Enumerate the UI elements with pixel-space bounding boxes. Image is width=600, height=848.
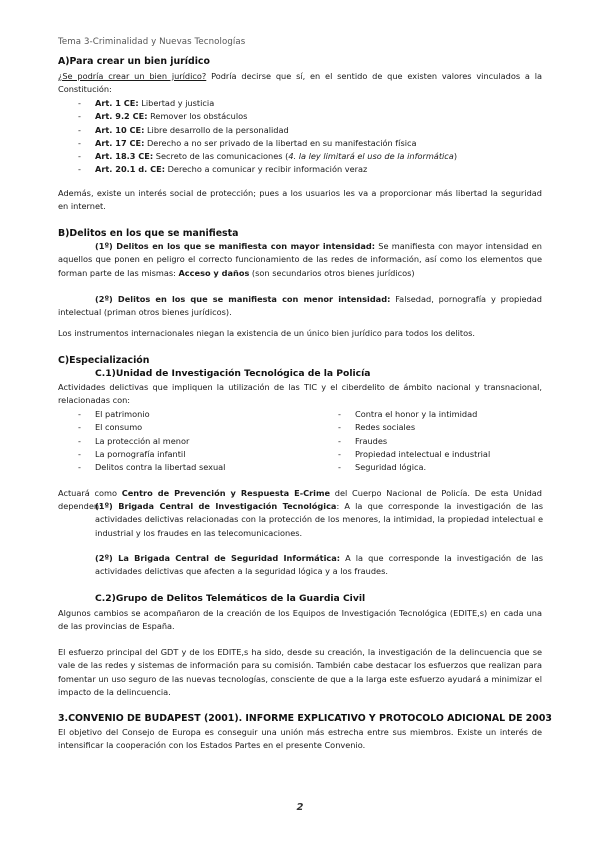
list-item: - Propiedad intelectual e industrial [338,448,490,461]
list-item: - Delitos contra la libertad sexual [78,461,225,474]
constitution-articles-list [78,97,457,177]
list-item: - Fraudes [338,435,490,448]
section-b-paragraph-1: (1º) Delitos en los que se manifiesta con mayor intensidad: Se manifiesta con mayor intensidad en aquellos que ponen en peligro el correcto funcionamiento de las redes de información, así como los elementos que forman parte de las mismas: Acceso y daños (son secundarios otros bienes jurídicos) [58,241,542,278]
list-item: - Redes sociales [338,421,490,434]
c1-heading: C.1)Unidad de Investigación Tecnológica de la Policía [95,368,371,379]
section-b-paragraph-2: (2º) Delitos en los que se manifiesta con menor intensidad: Falsedad, pornografía y propiedad intelectual (priman otros bienes jurídicos). [58,294,542,318]
activities-list-right [338,408,490,474]
list-item: - La protección al menor [78,435,225,448]
intro-question: ¿Se podría crear un bien jurídico? [58,71,207,81]
list-item: - Seguridad lógica. [338,461,490,474]
activities-list-left [78,408,225,474]
c2-paragraph-1: Algunos cambios se acompañaron de la creación de los Equipos de Investigación Tecnológica (EDITE,s) en cada una de las provincias de España. [58,608,542,632]
c1-acts-as: Actuará como Centro de Prevención y Respuesta E-Crime del Cuerpo Nacional de Policía. De esta Unidad dependen: [58,488,542,512]
section-b-heading: B)Delitos en los que se manifiesta [58,228,239,239]
list-item: - Art. 17 CE: Derecho a no ser privado de la libertad en su manifestación física [78,137,457,150]
section-a-intro [58,70,542,97]
list-item: - Art. 18.3 CE: Secreto de las comunicaciones (4. la ley limitará el uso de la informática) [78,150,457,163]
section-a-heading: A)Para crear un bien jurídico [58,56,210,67]
section-b-closing: Los instrumentos internacionales niegan la existencia de un único bien jurídico para todos los delitos. [58,328,475,338]
list-item: - El consumo [78,421,225,434]
list-item: - Art. 1 CE: Libertad y justicia [78,97,457,110]
page-number: 2 [296,802,304,813]
c2-paragraph-2: El esfuerzo principal del GDT y de los EDITE,s ha sido, desde su creación, la investigación de la delincuencia que se vale de las redes y sistemas de información para su comisión. También cabe destacar los esfuerzos que realizan para fomentar un uso seguro de las nuevas tecnologías, consciente de que a la larga este esfuerzo ayudará a minimizar el impacto de la delincuencia. [58,647,542,698]
section-a-closing: Además, existe un interés social de protección; pues a los usuarios les va a proporcionar más libertad la seguridad en internet. [58,188,542,212]
list-item: - La pornografía infantil [78,448,225,461]
list-item: - Art. 20.1 d. CE: Derecho a comunicar y recibir información veraz [78,163,457,176]
brigade-1: (1º) Brigada Central de Investigación Tecnológica: A la que corresponde la investigación de las actividades delictivas relacionadas con la protección de los menores, la intimidad, la propiedad intelectual e industrial y los fraudes en las telecomunicaciones. [95,501,543,538]
running-header: Tema 3-Criminalidad y Nuevas Tecnologías [58,37,246,47]
c2-heading: C.2)Grupo de Delitos Telemáticos de la Guardia Civil [95,593,366,604]
intro-rest: Podría decirse que sí, en el sentido de que existen valores vinculados a la Constitución: [58,71,543,95]
brigade-2: (2º) La Brigada Central de Seguridad Informática: A la que corresponde la investigación de las actividades delictivas que afecten a la seguridad lógica y a los fraudes. [95,553,543,577]
section-3-paragraph: El objetivo del Consejo de Europa es conseguir una unión más estrecha entre sus miembros. Existe un interés de intensificar la cooperación con los Estados Partes en el presente Convenio. [58,727,542,751]
c1-intro: Actividades delictivas que impliquen la utilización de las TIC y el ciberdelito de ámbito nacional y transnacional, relacionadas con: [58,382,542,406]
list-item: - Art. 10 CE: Libre desarrollo de la personalidad [78,124,457,137]
section-c-heading: C)Especialización [58,355,150,366]
section-3-heading: 3.CONVENIO DE BUDAPEST (2001). INFORME EXPLICATIVO Y PROTOCOLO ADICIONAL DE 2003 [58,713,552,724]
list-item: - Art. 9.2 CE: Remover los obstáculos [78,110,457,123]
list-item: - Contra el honor y la intimidad [338,408,490,421]
list-item: - El patrimonio [78,408,225,421]
